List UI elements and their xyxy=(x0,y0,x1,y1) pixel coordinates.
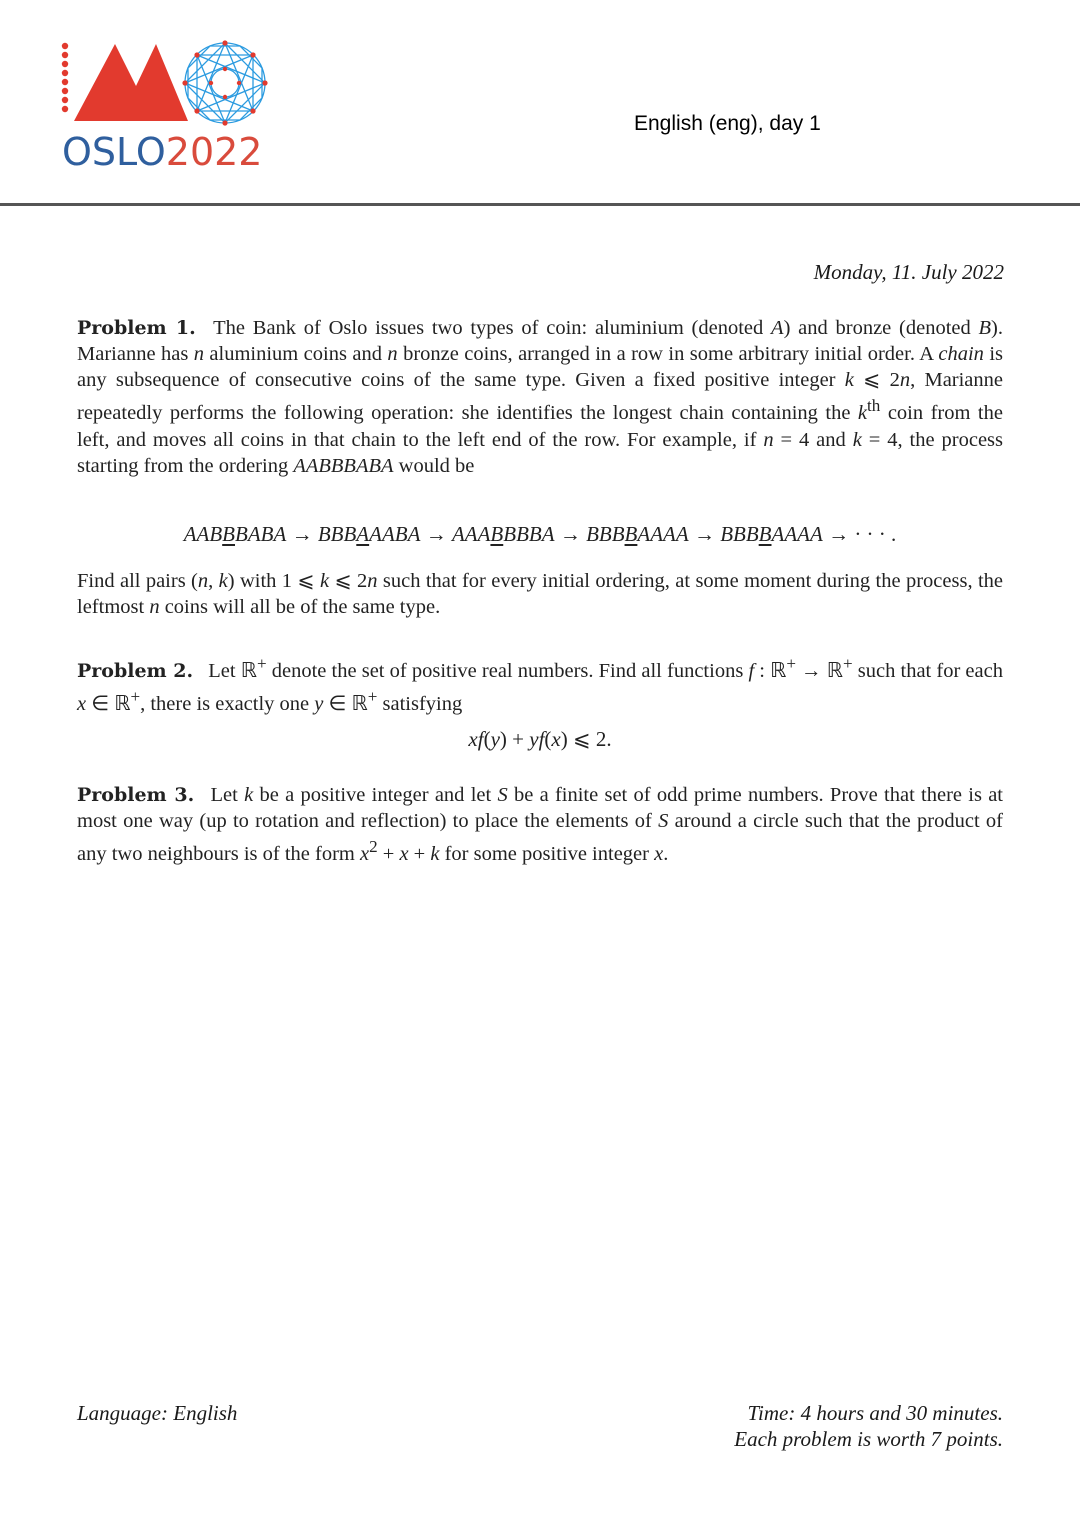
logo-word-oslo: OSLO xyxy=(62,130,166,174)
footer-time-info xyxy=(734,1400,1003,1452)
problem-2 xyxy=(77,651,1003,717)
logo-dots xyxy=(62,43,68,112)
footer-points: Each problem is worth 7 points. xyxy=(734,1427,1003,1451)
header-divider xyxy=(0,203,1080,206)
problem-2-heading: Problem 2. xyxy=(77,659,194,682)
footer-language: Language: English xyxy=(77,1401,238,1425)
problem-1-example-sequence: AABBBABA → BBBAAABA → AAABBBBA → BBBBAAAA → BBBBAAAA → · · · . xyxy=(183,522,897,546)
problem-1-heading: Problem 1. xyxy=(77,317,196,339)
problem-1-question: Find all pairs (n, k) with 1 ⩽ k ⩽ 2n such that for every initial ordering, at some moment during the process, the leftmost n coins will all be of the same type. xyxy=(77,570,1003,619)
problem-2-inequality: xf(y) + yf(x) ⩽ 2. xyxy=(468,727,612,751)
footer-time: Time: 4 hours and 30 minutes. xyxy=(747,1401,1003,1425)
logo-wordmark xyxy=(62,128,262,176)
language-day-label: English (eng), day 1 xyxy=(634,112,821,135)
problem-2-text: Let ℝ+ denote the set of positive real numbers. Find all functions f : ℝ+ → ℝ+ such that for each x ∈ ℝ+, there is exactly one y ∈ ℝ+ satisfying xyxy=(77,654,1003,715)
logo-mountains xyxy=(74,44,188,121)
exam-date: Monday, 11. July 2022 xyxy=(813,260,1004,284)
logo-network-nodes xyxy=(182,40,267,125)
problem-1-text: The Bank of Oslo issues two types of coin: aluminium (denoted A) and bronze (denoted B). Marianne has n aluminium coins and n bronze coins, arranged in a row in some arbitrary initial order. A chain is any subsequence of consecutive coins of the same type. Given a fixed positive integer k ⩽ 2n, Marianne repeatedly performs the following operation: she identifies the longest chain containing the $k^{th}$ coin from the left, and moves all coins in that chain to the left end of the row. For example, if n = 4 and k = 4, the process starting from the ordering AABBBABA would be xyxy=(77,317,1004,477)
problem-3 xyxy=(77,782,1003,867)
problem-1 xyxy=(77,315,1003,479)
problem-3-heading: Problem 3. xyxy=(77,784,195,806)
problem-3-text: Let k be a positive integer and let S be a finite set of odd prime numbers. Prove that there is at most one way (up to rotation and reflection) to place the elements of S around a circle such that the product of any two neighbours is of the form $x^2 + x + k$ for some positive integer x. xyxy=(77,784,1003,866)
logo-word-year: 2022 xyxy=(165,130,263,174)
